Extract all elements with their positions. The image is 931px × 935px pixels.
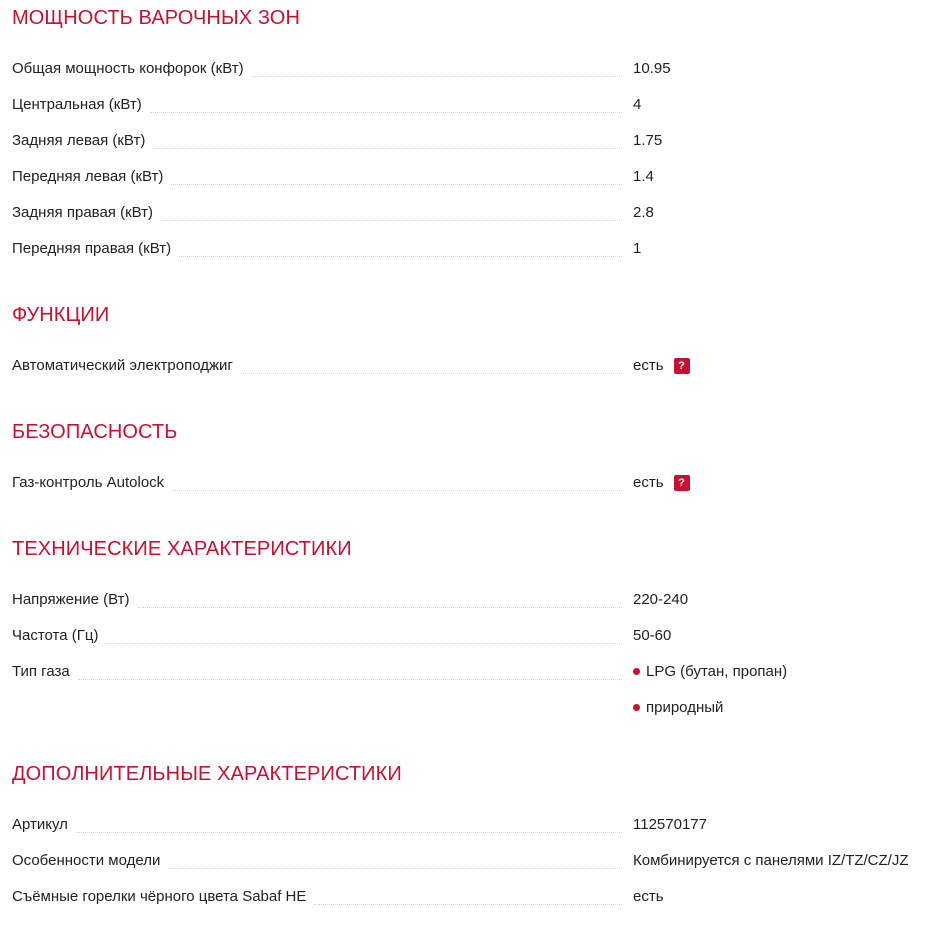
spec-value: 1.4 bbox=[633, 168, 654, 185]
spec-row-voltage bbox=[12, 589, 931, 611]
spec-label: Задняя правая (кВт) bbox=[12, 202, 622, 224]
spec-row-removable-burners bbox=[12, 886, 931, 908]
spec-value-list-item: природный bbox=[633, 697, 723, 719]
spec-label: Особенности модели bbox=[12, 850, 622, 872]
dotted-leader bbox=[78, 679, 622, 680]
spec-value: есть bbox=[633, 888, 664, 905]
dotted-leader bbox=[138, 607, 622, 608]
spec-value: 2.8 bbox=[633, 204, 654, 221]
spec-row-gas-control bbox=[12, 472, 931, 494]
dotted-leader bbox=[106, 643, 622, 644]
dotted-leader bbox=[153, 148, 622, 149]
help-question-icon[interactable]: ? bbox=[674, 475, 690, 491]
spec-label: Тип газа bbox=[12, 661, 622, 683]
spec-row-central bbox=[12, 94, 931, 116]
help-question-icon[interactable]: ? bbox=[674, 358, 690, 374]
spec-row-article bbox=[12, 814, 931, 836]
spec-label: Центральная (кВт) bbox=[12, 94, 622, 116]
spec-row-rear-right bbox=[12, 202, 931, 224]
spec-label: Частота (Гц) bbox=[12, 625, 622, 647]
spec-value: есть ? bbox=[633, 472, 690, 494]
spec-value: 1 bbox=[633, 240, 642, 257]
spec-row-frequency bbox=[12, 625, 931, 647]
spec-label: Передняя правая (кВт) bbox=[12, 238, 622, 260]
spec-label: Задняя левая (кВт) bbox=[12, 130, 622, 152]
spec-row-rear-left bbox=[12, 130, 931, 152]
spec-value: 50-60 bbox=[633, 627, 672, 644]
spec-label: Артикул bbox=[12, 814, 622, 836]
dotted-leader bbox=[76, 832, 622, 833]
spec-row-front-right bbox=[12, 238, 931, 260]
dotted-leader bbox=[179, 256, 622, 257]
spec-label: Автоматический электроподжиг bbox=[12, 355, 622, 377]
dotted-leader bbox=[172, 490, 622, 491]
spec-value: 10.95 bbox=[633, 60, 671, 77]
spec-label: Общая мощность конфорок (кВт) bbox=[12, 58, 622, 80]
section-title-safety: БЕЗОПАСНОСТЬ bbox=[12, 421, 178, 443]
spec-row-auto-ignition bbox=[12, 355, 931, 377]
section-title-technical: ТЕХНИЧЕСКИЕ ХАРАКТЕРИСТИКИ bbox=[12, 538, 352, 560]
dotted-leader bbox=[252, 76, 622, 77]
section-title-functions: ФУНКЦИИ bbox=[12, 304, 110, 326]
spec-row-gas-type bbox=[12, 661, 931, 683]
section-title-power: МОЩНОСТЬ ВАРОЧНЫХ ЗОН bbox=[12, 7, 301, 29]
dotted-leader bbox=[161, 220, 622, 221]
spec-row-front-left bbox=[12, 166, 931, 188]
spec-row-model-features bbox=[12, 850, 931, 872]
dotted-leader bbox=[314, 904, 622, 905]
spec-row-gas-type-continued bbox=[12, 697, 931, 719]
spec-row-total-power bbox=[12, 58, 931, 80]
spec-value: 4 bbox=[633, 96, 642, 113]
dotted-leader bbox=[171, 184, 622, 185]
spec-label: Напряжение (Вт) bbox=[12, 589, 622, 611]
spec-value: Комбинируется с панелями IZ/TZ/CZ/JZ bbox=[633, 852, 909, 869]
spec-label: Съёмные горелки чёрного цвета Sabaf HE bbox=[12, 886, 622, 908]
spec-value: 112570177 bbox=[633, 816, 707, 833]
dotted-leader bbox=[150, 112, 622, 113]
spec-value-list-item: LPG (бутан, пропан) bbox=[633, 661, 787, 683]
spec-label: Газ-контроль Autolock bbox=[12, 472, 622, 494]
bullet-dot-icon bbox=[633, 668, 640, 675]
spec-value: 220-240 bbox=[633, 591, 689, 608]
bullet-dot-icon bbox=[633, 704, 640, 711]
section-title-additional: ДОПОЛНИТЕЛЬНЫЕ ХАРАКТЕРИСТИКИ bbox=[12, 763, 402, 785]
dotted-leader bbox=[241, 373, 622, 374]
dotted-leader bbox=[168, 868, 622, 869]
spec-value: есть ? bbox=[633, 355, 690, 377]
spec-value: 1.75 bbox=[633, 132, 663, 149]
spec-label: Передняя левая (кВт) bbox=[12, 166, 622, 188]
